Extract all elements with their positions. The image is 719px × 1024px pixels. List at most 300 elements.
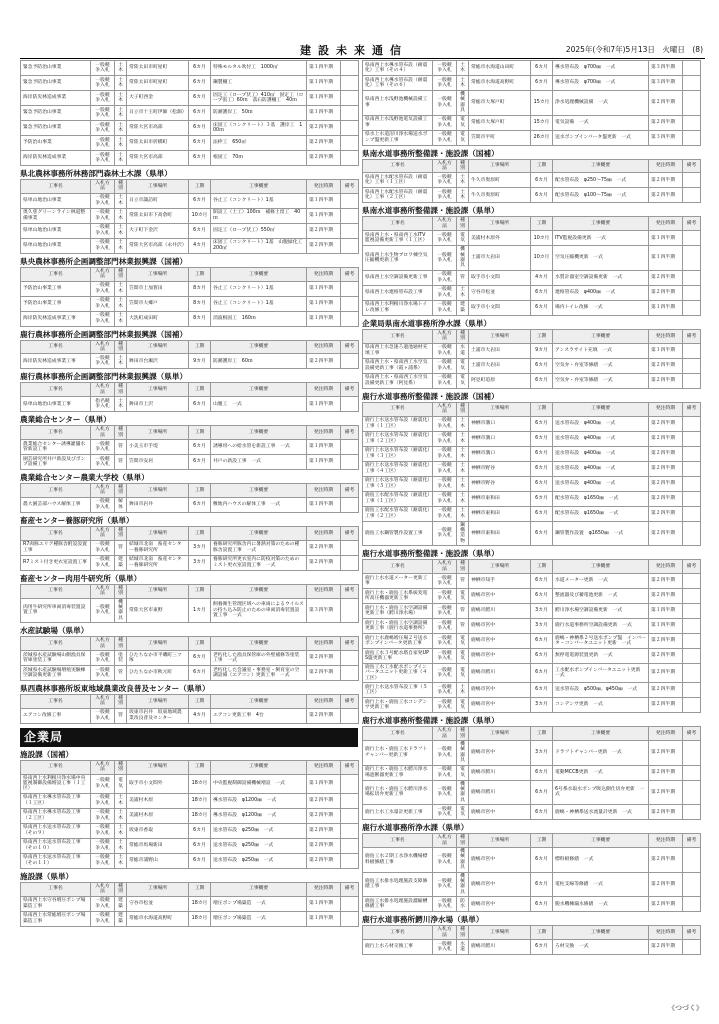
column-header: 備考 — [341, 760, 359, 774]
table-cell: 4カ月 — [189, 238, 211, 253]
table-cell: 土木 — [457, 431, 469, 446]
table-cell: 鹿行上水・鹿島工水鰐川浄水場遮断器更新工事 — [363, 765, 433, 780]
table-cell: 6カ月 — [531, 805, 553, 820]
table-cell: 県南西上水導水管布設（耐震化）工事（その４） — [363, 61, 433, 76]
table-cell: 一般競争入札 — [91, 708, 115, 723]
table-cell: 鹿島工水工水配水ポンプインバータユニット更新工事（４工区） — [363, 663, 433, 682]
column-header: 入札方法 — [433, 560, 457, 574]
column-header: 工事名 — [21, 526, 91, 540]
table-cell: 18カ月 — [189, 911, 211, 926]
table-cell: コンデンサ更新 一式 — [553, 698, 649, 713]
section-heading: 県西農林事務所坂東地域農業改良普及センター（県単） — [20, 683, 210, 693]
table-cell: 第１四半期 — [307, 61, 341, 76]
table-cell: 鋼管製作設置 φ1650㎜ 一式 — [553, 521, 649, 546]
table-row — [21, 296, 359, 311]
table-cell — [683, 603, 701, 618]
column-header: 入札方法 — [91, 484, 115, 498]
column-header: 種別 — [457, 834, 469, 848]
table-cell: 一般競争入札 — [91, 911, 115, 926]
table-cell: 管 — [115, 440, 127, 455]
table-cell: 常総市浦野山 — [127, 853, 189, 868]
table-cell: 送水管布設 φ400㎜ 一式 — [553, 461, 649, 476]
table-cell: 第１四半期 — [649, 300, 683, 315]
table-row — [363, 573, 701, 588]
table-cell — [683, 698, 701, 713]
table-cell: 6カ月 — [531, 573, 553, 588]
table-cell: 6カ月 — [531, 61, 553, 76]
table-cell — [341, 208, 359, 223]
table-cell: 送水管布設 φ250㎜ 一式 — [211, 823, 307, 838]
table-cell: 第１四半期 — [307, 911, 341, 926]
column-header: 工事概要 — [553, 926, 649, 940]
table-cell: 一般競争入札 — [433, 663, 457, 682]
table-cell: 送水ポンプインバータ盤更新 一式 — [553, 130, 649, 145]
table-row — [21, 151, 359, 166]
table-cell — [683, 416, 701, 431]
column-header: 工期 — [189, 340, 211, 354]
column-header: 工事名 — [21, 426, 91, 440]
table-cell: 第３四半期 — [649, 130, 683, 145]
table-cell: 6カ月 — [531, 446, 553, 461]
column-header: 工事場所 — [127, 267, 189, 281]
table-cell: 管 — [457, 270, 469, 285]
table-cell: 6カ月 — [531, 461, 553, 476]
section-heading: 畜産センター肉用牛研究所（県単） — [20, 573, 142, 583]
table-row — [21, 397, 359, 412]
column-header: 工期 — [189, 426, 211, 440]
table-cell: 一般競争入札 — [433, 872, 457, 897]
section-heading: 農業総合センター農業大学校（県単） — [20, 473, 149, 483]
table-cell: 老朽化した会議室・事務室・飼育室の空調設備（エアコン）更新工事 一式 — [211, 665, 307, 680]
table-cell: 中央監視制御設備機械増設 一式 — [211, 774, 307, 793]
column-header: 備考 — [683, 834, 701, 848]
table-cell: 一般競争入札 — [433, 358, 457, 373]
table-row — [21, 665, 359, 680]
table-cell: 一般競争入札 — [433, 633, 457, 648]
table-cell — [341, 238, 359, 253]
table-header-row — [363, 159, 701, 173]
continued-note: 《つづく》 — [668, 1004, 703, 1012]
table-cell: 一般競争入札 — [433, 130, 457, 145]
table-cell: 整流器及び蓄電池更新 一式 — [553, 588, 649, 603]
table-cell — [683, 648, 701, 663]
bid-table — [20, 425, 359, 470]
table-cell: 第２四半期 — [649, 698, 683, 713]
column-header: 種別 — [457, 560, 469, 574]
table-cell: ドラフトチャンバー更新 一式 — [553, 740, 649, 765]
column-header: 種別 — [457, 217, 469, 231]
table-cell — [341, 555, 359, 570]
table-cell: 土浦市大岩田 — [469, 343, 531, 358]
table-cell: 一般競争入札 — [91, 808, 115, 823]
column-header: 工事概要 — [211, 426, 307, 440]
table-row — [21, 193, 359, 208]
column-header: 備考 — [341, 180, 359, 194]
table-cell: 6カ月 — [531, 300, 553, 315]
table-cell: 一般競争入札 — [433, 491, 457, 506]
table-cell: 配水管布設 φ1650㎜ 一式 — [553, 491, 649, 506]
table-cell: 6カ月 — [531, 285, 553, 300]
table-cell — [683, 61, 701, 76]
table-cell: 送水管布設 φ500㎜、φ450㎜ 一式 — [553, 683, 649, 698]
table-cell — [341, 151, 359, 166]
table-cell: 茨城県水産試験場山側漁具保管庫塗装工事 — [21, 650, 91, 665]
table-cell: 6号系水取水ポンプ吸込側仕切弁更新 一式 — [553, 780, 649, 805]
section-heading: 畜産センター養豚研究所（県単） — [20, 515, 134, 525]
table-cell: 一般競争入札 — [433, 285, 457, 300]
table-cell: 標料板修繕 一式 — [553, 848, 649, 873]
table-cell: 第１四半期 — [649, 618, 683, 633]
column-header: 工期 — [531, 402, 553, 416]
table-cell: 一般競争入札 — [433, 573, 457, 588]
table-cell — [341, 838, 359, 853]
table-cell: 第２四半期 — [649, 270, 683, 285]
bid-table — [362, 402, 701, 546]
table-cell: 大子町西金 — [127, 91, 189, 106]
table-cell: 土木 — [457, 61, 469, 76]
table-cell: 3カ月 — [531, 740, 553, 765]
table-cell: 第１四半期 — [307, 497, 341, 512]
column-header: 工事場所 — [469, 217, 531, 231]
table-row — [363, 740, 701, 765]
table-cell: 農業総合センター誘導灌舗水管新設工事 — [21, 440, 91, 455]
table-cell: 飼養衛生管理区域への車両によるウイルスの持ち込み防止のための車両消毒装置設置工事 一式 — [211, 598, 307, 623]
table-cell: 建築 — [115, 555, 127, 570]
table-cell: 県南西上水送水管布設工事（その１０） — [21, 838, 91, 853]
table-cell: 機械器具 — [115, 598, 127, 623]
table-cell: 土木 — [115, 208, 127, 223]
bid-table — [362, 925, 701, 955]
table-cell: 常総市大塚戸町 — [469, 115, 531, 130]
table-cell — [341, 296, 359, 311]
table-cell: 6カ月 — [189, 223, 211, 238]
table-cell: 鹿嶋市宮中 — [469, 897, 531, 912]
column-header: 工事名 — [21, 694, 91, 708]
table-cell: 6カ月 — [189, 650, 211, 665]
column-header: 発注時期 — [649, 834, 683, 848]
table-cell: 鹿嶋・神栖系２号送水ポンプ盤 インバータ・コンバータユニット更新 一式 — [553, 633, 649, 648]
table-cell: 電気設備 一式 — [553, 115, 649, 130]
table-cell: 第２四半期 — [649, 446, 683, 461]
table-cell — [683, 683, 701, 698]
table-cell: 土木 — [115, 354, 127, 369]
column-header: 工期 — [531, 834, 553, 848]
table-cell: 第１四半期 — [307, 397, 341, 412]
table-cell: 一般競争入札 — [433, 446, 457, 461]
table-header-row — [363, 834, 701, 848]
column-header: 工事場所 — [127, 526, 189, 540]
column-header: 工事場所 — [469, 159, 531, 173]
table-cell: 土木 — [115, 121, 127, 136]
table-header-row — [21, 180, 359, 194]
table-cell: 3カ月 — [189, 540, 211, 555]
table-cell: 県南西上水浅野池電気設備工事 — [363, 115, 433, 130]
table-cell: 一般競争入札 — [91, 497, 115, 512]
table-cell: 配水管布設 φ250～75㎜ 一式 — [553, 173, 649, 188]
column-header: 工事場所 — [469, 560, 531, 574]
table-cell: 県南西上水連絡管布設工事 — [363, 285, 433, 300]
table-cell — [341, 497, 359, 512]
column-header: 工事場所 — [127, 426, 189, 440]
table-row — [363, 633, 701, 648]
table-cell: 一般競争入札 — [91, 540, 115, 555]
column-header: 工事概要 — [211, 383, 307, 397]
column-header: 工事名 — [363, 402, 433, 416]
column-header: 種別 — [115, 340, 127, 354]
table-cell: 予防治山事業 — [21, 136, 91, 151]
table-cell: 鹿島工水配水管布設（耐震化）工事（１工区） — [363, 491, 433, 506]
table-cell: エアコン更新工事 4台 — [211, 708, 307, 723]
table-cell: 一般競争入札 — [433, 848, 457, 873]
table-cell: 坂東市岩井 坂東地域農業改良普及センター — [127, 708, 189, 723]
table-cell: 海岸防災林造成事業 — [21, 151, 91, 166]
table-cell: 浄水処理機械設備 一式 — [553, 91, 649, 116]
column-header: 工事概要 — [211, 760, 307, 774]
table-cell: 第２四半期 — [649, 648, 683, 663]
column-header: 備考 — [341, 882, 359, 896]
table-cell: 第２四半期 — [307, 793, 341, 808]
table-cell — [683, 130, 701, 145]
table-cell: 一般競争入札 — [433, 603, 457, 618]
column-header: 工事場所 — [127, 584, 189, 598]
column-header: 発注時期 — [649, 727, 683, 741]
table-cell: 肉用牛研究所車両消毒装置設置工事 — [21, 598, 91, 623]
column-header: 備考 — [683, 402, 701, 416]
table-cell: 第２四半期 — [307, 354, 341, 369]
table-cell: 送水管布設 φ250㎜ 一式 — [211, 838, 307, 853]
column-header: 工事概要 — [553, 217, 649, 231]
column-header: 備考 — [683, 926, 701, 940]
table-cell: 神栖市知手 — [469, 573, 531, 588]
table-cell: 第１四半期 — [307, 774, 341, 793]
table-cell — [341, 911, 359, 926]
table-cell: 防潮護岸工 50ｍ — [211, 106, 307, 121]
section-heading: 農業総合センター（県単） — [20, 415, 111, 425]
publication-title: 建設未来通信 — [300, 44, 408, 57]
table-cell: 土木 — [115, 808, 127, 823]
table-cell: 土木 — [115, 151, 127, 166]
table-cell: 一般競争入札 — [91, 193, 115, 208]
table-cell: 増圧ポンプ場築造 一式 — [211, 896, 307, 911]
table-cell: 敷地内ハウスの解体工事 一式 — [211, 497, 307, 512]
column-header: 工期 — [531, 926, 553, 940]
table-cell: 配水管布設 φ100～75㎜ 一式 — [553, 188, 649, 203]
table-cell: 第２四半期 — [307, 853, 341, 868]
table-cell — [341, 455, 359, 470]
table-cell — [683, 300, 701, 315]
table-cell: 土木 — [457, 476, 469, 491]
table-row — [21, 440, 359, 455]
table-cell: 6カ月 — [531, 416, 553, 431]
table-cell: 増圧ポンプ場築造 一式 — [211, 911, 307, 926]
table-header-row — [21, 267, 359, 281]
table-cell: 鰐川浄水場空調設備更新 一式 — [553, 603, 649, 618]
table-cell: 第２四半期 — [307, 838, 341, 853]
table-row — [363, 521, 701, 546]
table-cell — [683, 663, 701, 682]
table-cell: 10カ月 — [189, 208, 211, 223]
table-cell: 一般競争入札 — [91, 838, 115, 853]
table-row — [21, 121, 359, 136]
table-cell: 土木 — [115, 106, 127, 121]
table-cell: 6カ月 — [531, 940, 553, 955]
table-cell: 一般競争入札 — [91, 121, 115, 136]
table-cell — [683, 573, 701, 588]
column-header: 工期 — [531, 329, 553, 343]
column-header: 工事概要 — [553, 727, 649, 741]
table-cell: 県南西上水・県南西工水空気設備更新工事（霞ヶ浦系） — [363, 358, 433, 373]
table-cell: 6カ月 — [189, 440, 211, 455]
bid-table — [20, 526, 359, 571]
table-cell: 6カ月 — [531, 872, 553, 897]
table-cell: 土木 — [457, 76, 469, 91]
table-header-row — [363, 402, 701, 416]
table-cell: 6カ月 — [189, 838, 211, 853]
table-cell — [341, 223, 359, 238]
table-cell: 鹿行上水工水量計更新工事 — [363, 805, 433, 820]
column-header: 種別 — [115, 526, 127, 540]
table-cell: 機械器具 — [457, 872, 469, 897]
table-cell: 導水管布設 φ700㎜ 一式 — [553, 61, 649, 76]
table-cell: 鹿島工水２期工水浄水機場標料板修繕工事 — [363, 848, 433, 873]
table-row — [21, 823, 359, 838]
table-row — [21, 808, 359, 823]
column-header: 工事場所 — [127, 637, 189, 651]
table-cell: 一般競争入札 — [91, 665, 115, 680]
table-cell: 鹿嶋市宮中 — [469, 683, 531, 698]
column-header: 備考 — [341, 426, 359, 440]
table-cell: 一般競争入札 — [433, 300, 457, 315]
table-cell: 第２四半期 — [649, 521, 683, 546]
table-cell: 養豚研究所更衣室内に防疫対策のためのミスト更衣室設置工事 一式 — [211, 555, 307, 570]
table-cell: 鹿嶋市鰐川 — [469, 765, 531, 780]
table-row — [363, 343, 701, 358]
column-header: 工事場所 — [127, 180, 189, 194]
table-cell: 第１四半期 — [307, 208, 341, 223]
table-row — [363, 300, 701, 315]
table-cell: 一般競争入札 — [433, 683, 457, 698]
table-cell: 第２四半期 — [649, 765, 683, 780]
section-heading: 鹿行農林事務所企画調整部門林業振興課（県単） — [20, 372, 188, 382]
table-cell: 県単山地治山事業 — [21, 193, 91, 208]
table-cell: 一般競争入札 — [91, 793, 115, 808]
table-cell: 笠間市安居 — [127, 455, 189, 470]
table-row — [21, 354, 359, 369]
table-cell: 第２四半期 — [649, 872, 683, 897]
column-header: 入札方法 — [91, 426, 115, 440]
table-cell: 土木 — [457, 173, 469, 188]
table-cell: 6カ月 — [189, 853, 211, 868]
table-cell: 取手市小文間 — [469, 300, 531, 315]
table-cell: 第２四半期 — [649, 476, 683, 491]
table-cell: 6カ月 — [189, 823, 211, 838]
column-header: 発注時期 — [307, 426, 341, 440]
table-header-row — [21, 526, 359, 540]
table-cell: 第２四半期 — [649, 491, 683, 506]
table-cell: 一般競争入札 — [91, 208, 115, 223]
table-row — [21, 208, 359, 223]
table-cell: 鹿行上水・鹿島工水コンデンサ更新工事 — [363, 698, 433, 713]
column-header: 備考 — [341, 694, 359, 708]
table-cell: エアコン改修工事 — [21, 708, 91, 723]
section-heading: 県南水道事務所整備課・施設課（県単） — [362, 206, 499, 216]
table-cell: 一般競争入札 — [91, 311, 115, 326]
table-row — [363, 91, 701, 116]
column-header: 工期 — [189, 882, 211, 896]
table-cell — [341, 823, 359, 838]
table-row — [363, 431, 701, 446]
table-cell: 一般競争入札 — [91, 774, 115, 793]
table-cell: 常総市大塚戸町 — [469, 91, 531, 116]
table-cell: 管 — [457, 618, 469, 633]
column-header: 工事概要 — [553, 329, 649, 343]
column-header: 発注時期 — [307, 882, 341, 896]
table-cell: 水質計器室空調設備更新 一式 — [553, 270, 649, 285]
table-cell: 第２四半期 — [307, 540, 341, 555]
table-cell: 6カ月 — [531, 521, 553, 546]
table-cell: 鋼製柵工 — [211, 76, 307, 91]
table-cell: 6カ月 — [531, 897, 553, 912]
table-cell: 県南西上水生物ブロワ棟空気圧縮機更新工事 — [363, 246, 433, 271]
table-cell: 管 — [457, 573, 469, 588]
table-cell: 土木 — [115, 281, 127, 296]
table-row — [363, 897, 701, 912]
column-header: 工事概要 — [211, 526, 307, 540]
table-cell: 第２四半期 — [649, 740, 683, 765]
table-cell: 第３四半期 — [649, 76, 683, 91]
column-header: 工事名 — [363, 217, 433, 231]
section-heading: 県央農林事務所企画調整部門林業振興課（国補） — [20, 256, 188, 266]
column-header: 工事概要 — [553, 560, 649, 574]
bid-table — [20, 267, 359, 327]
table-cell — [341, 708, 359, 723]
table-cell: 床固工（コンクリート）1基 山腹緑化工 200㎡ — [211, 238, 307, 253]
table-cell: 一般競争入札 — [433, 373, 457, 388]
table-cell — [341, 121, 359, 136]
table-header-row — [363, 727, 701, 741]
table-cell: 一般競争入札 — [433, 618, 457, 633]
table-row — [21, 853, 359, 868]
table-cell: ひたちなか市平磯町三ツ塚 — [127, 650, 189, 665]
column-header: 発注時期 — [649, 329, 683, 343]
table-cell: 土浦市大岩田 — [469, 358, 531, 373]
table-cell: 県単山地治山事業 — [21, 223, 91, 238]
table-cell — [683, 343, 701, 358]
table-cell: 鉾田市岩井 — [127, 497, 189, 512]
table-cell — [683, 476, 701, 491]
table-cell: 一般競争入札 — [433, 698, 457, 713]
table-cell: 土木 — [115, 61, 127, 76]
table-cell: 第２四半期 — [649, 91, 683, 116]
table-cell: 電気 — [457, 373, 469, 388]
table-cell: 第３四半期 — [649, 61, 683, 76]
table-cell: 一般競争入札 — [433, 805, 457, 820]
table-cell: 大洗町成田町 — [127, 311, 189, 326]
section-heading: 施設課（県単） — [20, 871, 74, 881]
table-cell: 土木 — [457, 461, 469, 476]
table-row — [21, 911, 359, 926]
table-cell: 鹿島工水３号配水塔自家発UPS盤更新工事 — [363, 648, 433, 663]
table-cell: 第２四半期 — [307, 650, 341, 665]
table-cell — [683, 633, 701, 648]
column-header: 工事名 — [21, 882, 91, 896]
table-cell: 鹿嶋市鰐川 — [469, 603, 531, 618]
table-header-row — [363, 926, 701, 940]
table-cell: 鹿行上水ろ材交換工事 — [363, 940, 433, 955]
table-row — [21, 61, 359, 76]
column-header: 備考 — [683, 329, 701, 343]
table-cell: 一般競争入札 — [433, 188, 457, 203]
